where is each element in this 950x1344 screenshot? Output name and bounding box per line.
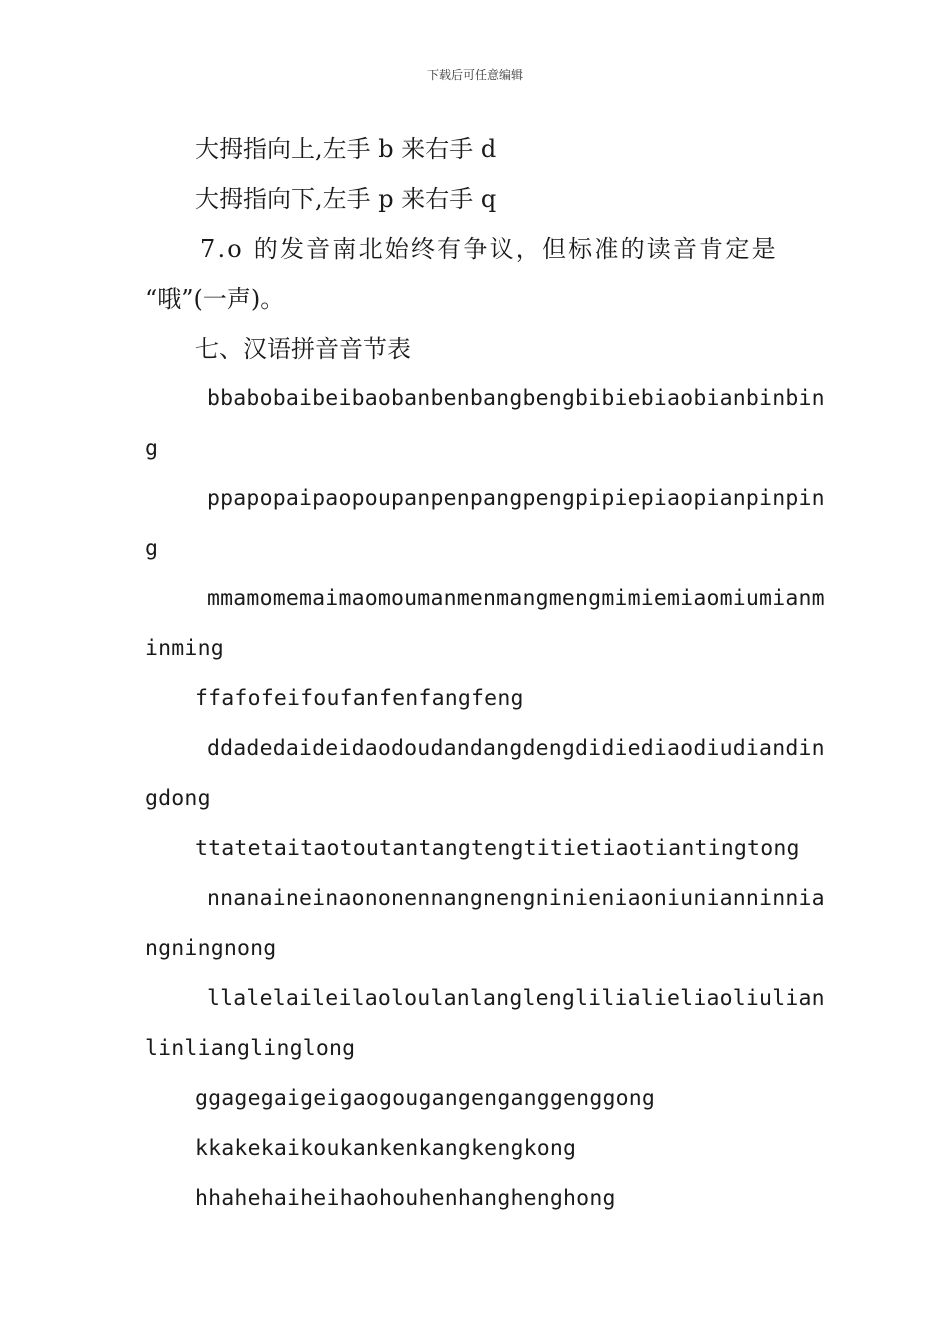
syllable-row-p-1: ppapopaipaopoupanpenpangpengpipiepiaopianpinpin [207, 486, 825, 511]
page-header: 下载后可任意编辑 [426, 68, 523, 82]
section-7-title: 七、汉语拼音音节表 [195, 335, 411, 363]
syllable-row-l-2: linlianglinglong [145, 1036, 356, 1061]
syllable-row-k: kkakekaikoukankenkangkengkong [195, 1136, 577, 1161]
syllable-row-n-2: ngningnong [145, 936, 277, 961]
syllable-row-p-2: g [145, 536, 159, 561]
syllable-row-l-1: llalelaileilaoloulanlanglenglilialieliaoliulian [207, 986, 825, 1011]
syllable-row-h: hhahehaiheihaohouhenhanghenghong [195, 1186, 616, 1211]
thumb-up-rule: 大拇指向上,左手 b 来右手 d [195, 135, 497, 163]
syllable-row-g: ggagegaigeigaogougangenganggenggong [195, 1086, 656, 1111]
syllable-row-m-1: mmamomemaimaomoumanmenmangmengmimiemiaomiumianm [207, 586, 825, 611]
syllable-row-m-2: inming [145, 636, 224, 661]
syllable-row-n-1: nnanaineinaononennangnengninieniaoniunianninnia [207, 886, 825, 911]
syllable-row-d-2: gdong [145, 786, 211, 811]
syllable-row-b-2: g [145, 436, 159, 461]
syllable-row-d-1: ddadedaideidaodoudandangdengdidiediaodiudiandin [207, 736, 825, 761]
syllable-row-f: ffafofeifoufanfenfangfeng [195, 686, 524, 711]
syllable-row-t: ttatetaitaotoutantangtengtitietiaotiantingtong [195, 836, 800, 861]
syllable-row-b-1: bbabobaibeibaobanbenbangbengbibiebiaobianbinbin [207, 386, 825, 411]
thumb-down-rule: 大拇指向下,左手 p 来右手 q [195, 185, 497, 213]
item-7-line-2: “哦”(一声)。 [145, 285, 285, 313]
item-7-line-1: 7.o 的发音南北始终有争议，但标准的读音肯定是 [200, 235, 778, 263]
